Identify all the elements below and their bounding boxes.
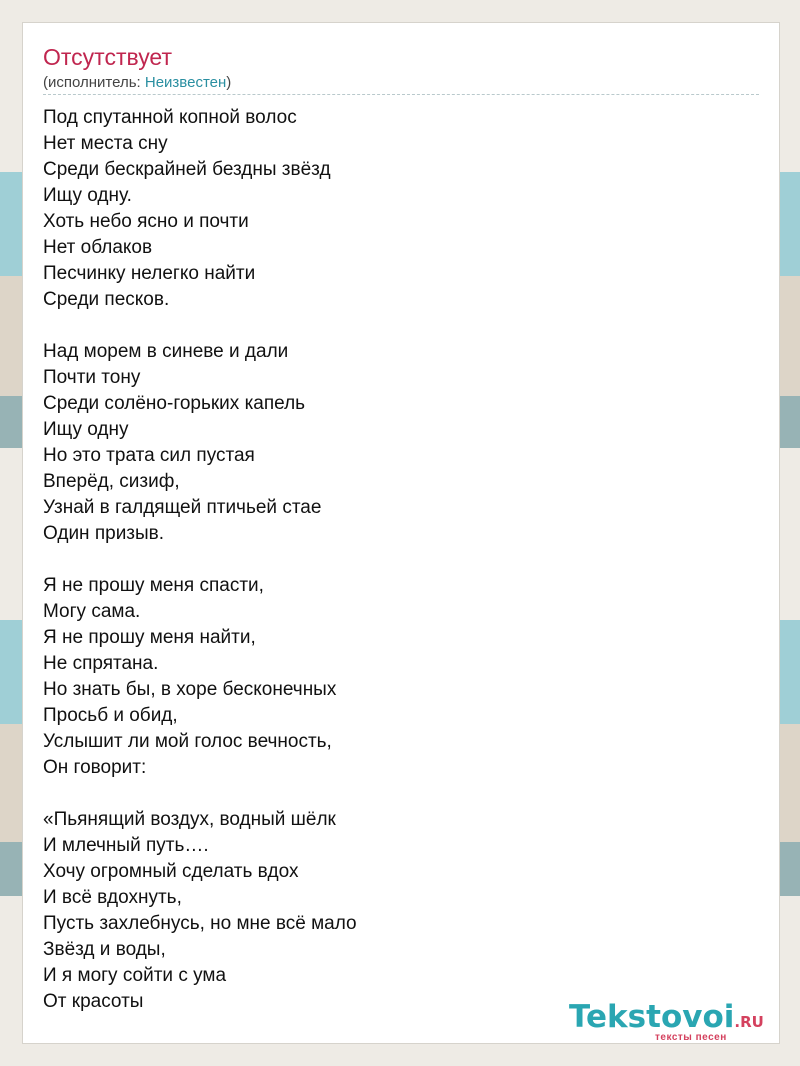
lyric-line: Над морем в синеве и дали xyxy=(43,341,289,362)
artist-line xyxy=(43,73,231,93)
stanza-gap xyxy=(43,313,743,339)
lyric-line: Среди солёно-горьких капель xyxy=(43,393,306,414)
lyrics-text xyxy=(43,105,743,1015)
title-divider xyxy=(43,94,759,95)
lyric-line: Узнай в галдящей птичьей стае xyxy=(43,497,322,518)
lyric-line: Ищу одну xyxy=(43,419,129,440)
lyric-line: И млечный путь…. xyxy=(43,835,209,856)
lyric-line: Не спрятана. xyxy=(43,653,159,674)
logo-tagline: тексты песен xyxy=(655,1032,727,1043)
lyric-line: Я не прошу меня найти, xyxy=(43,627,256,648)
logo-tld: .RU xyxy=(734,1013,764,1031)
lyric-line: Вперёд, сизиф, xyxy=(43,471,180,492)
lyric-line: Песчинку нелегко найти xyxy=(43,263,256,284)
lyric-line: Я не прошу меня спасти, xyxy=(43,575,264,596)
site-logo[interactable] xyxy=(569,999,779,1049)
stanza-gap xyxy=(43,547,743,573)
lyric-line: Среди бескрайней бездны звёзд xyxy=(43,159,331,180)
artist-link[interactable]: Неизвестен xyxy=(144,74,227,91)
lyric-line: Могу сама. xyxy=(43,601,141,622)
lyric-line: Хочу огромный сделать вдох xyxy=(43,861,299,882)
lyric-line: Пусть захлебнусь, но мне всё мало xyxy=(43,913,357,934)
lyrics-card xyxy=(22,22,780,1044)
lyric-line: От красоты xyxy=(43,991,144,1012)
lyric-line: Он говорит: xyxy=(43,757,147,778)
lyric-line: И я могу сойти с ума xyxy=(43,965,227,986)
artist-prefix: (исполнитель: xyxy=(43,74,145,91)
lyric-line: Почти тону xyxy=(43,367,141,388)
lyric-line: Но это трата сил пустая xyxy=(43,445,255,466)
stanza-gap xyxy=(43,781,743,807)
artist-suffix: ) xyxy=(226,74,232,91)
lyric-line: Нет облаков xyxy=(43,237,153,258)
lyric-line: Среди песков. xyxy=(43,289,170,310)
lyric-line: «Пьянящий воздух, водный шёлк xyxy=(43,809,336,830)
lyric-line: Ищу одну. xyxy=(43,185,132,206)
lyric-line: Под спутанной копной волос xyxy=(43,107,297,128)
lyric-line: Один призыв. xyxy=(43,523,165,544)
lyric-line: И всё вдохнуть, xyxy=(43,887,182,908)
lyric-line: Нет места сну xyxy=(43,133,168,154)
lyric-line: Но знать бы, в хоре бесконечных xyxy=(43,679,337,700)
lyric-line: Просьб и обид, xyxy=(43,705,178,726)
lyric-line: Хоть небо ясно и почти xyxy=(43,211,249,232)
song-title: Отсутствует xyxy=(43,44,172,70)
logo-name: Tekstovoi xyxy=(569,999,735,1035)
lyric-line: Услышит ли мой голос вечность, xyxy=(43,731,332,752)
lyric-line: Звёзд и воды, xyxy=(43,939,166,960)
